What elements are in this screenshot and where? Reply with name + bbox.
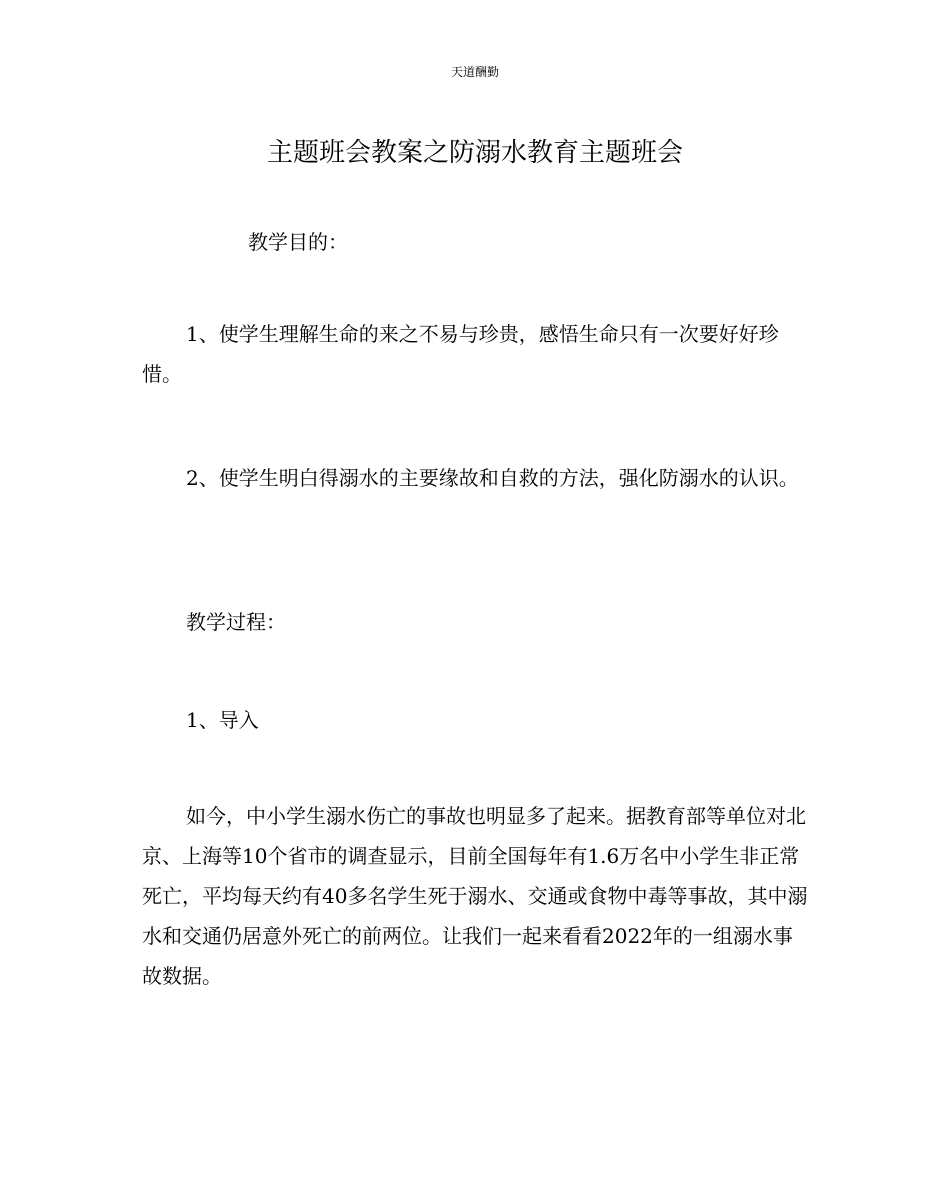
step-1-paragraph: 如今，中小学生溺水伤亡的事故也明显多了起来。据教育部等单位对北京、上海等10个省市的调查显示，目前全国每年有1.6万名中小学生非正常死亡，平均每天约有40多名学生死于溺水、交通或食物中毒等事故，其中溺水和交通仍居意外死亡的前两位。让我们一起来看看2022年的一组溺水事故数据。 (142, 804, 808, 988)
objectives-heading: 教学目的： (248, 230, 348, 254)
page-header: 天道酬勤 (450, 65, 499, 79)
objective-1-paragraph: 1、使学生理解生命的来之不易与珍贵，感悟生命只有一次要好好珍惜。 (142, 322, 779, 386)
step-1-heading: 1、导入 (186, 708, 259, 732)
document-title: 主题班会教案之防溺水教育主题班会 (266, 138, 683, 168)
process-heading: 教学过程： (186, 610, 286, 634)
objective-2-paragraph: 2、使学生明白得溺水的主要缘故和自救的方法，强化防溺水的认识。 (186, 466, 799, 490)
